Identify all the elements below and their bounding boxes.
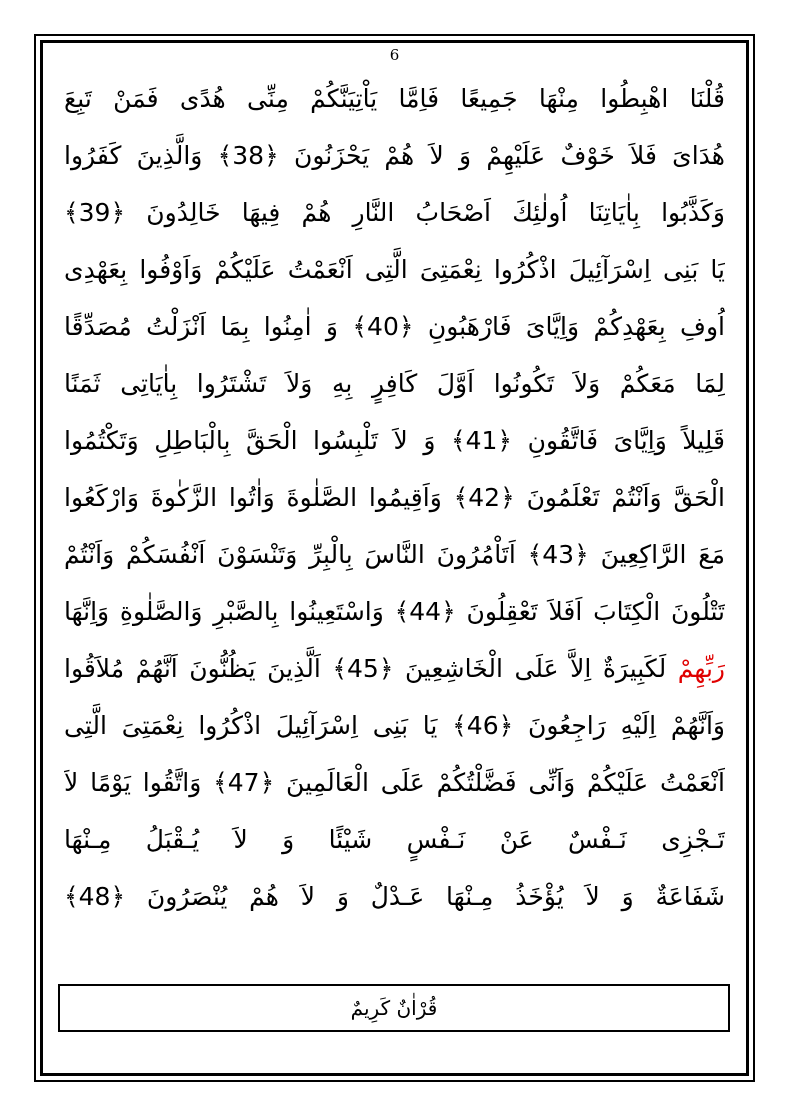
text-line-11-body: لَكَبِيرَةٌ اِلاَّ عَلَى الْخَاشِعِينَ ﴿45﴾ اَلَّذِينَ يَظُنُّونَ اَنَّهُمْ مُلاَقُوا: [64, 654, 667, 683]
footer-title: قُرْاٰنٌ كَرِيمٌ: [350, 996, 438, 1020]
highlighted-word: رَبِّهِمْ: [677, 654, 725, 683]
text-line-2: هُدَاىَ فَلاَ خَوْفٌ عَلَيْهِمْ وَ لاَ هُمْ يَحْزَنُونَ ﴿38﴾ وَالَّذِينَ كَفَرُوا: [64, 141, 725, 170]
text-line-6: لِمَا مَعَكُمْ وَلاَ تَكُونُوا اَوَّلَ كَافِرٍ بِهِ وَلاَ تَشْتَرُوا بِاٰيَاتِى ثَمَنًا: [64, 369, 725, 398]
text-line-11: [64, 640, 725, 697]
text-line-10: تَتْلُونَ الْكِتَابَ اَفَلاَ تَعْقِلُونَ ﴿44﴾ وَاسْتَعِينُوا بِالصَّبْرِ وَالصَّلٰوةِ وَاِنَّهَا: [64, 597, 725, 626]
text-line-14: تَـجْزِى نَـفْسٌ عَنْ نَـفْسٍ شَيْئًا وَ لاَ يُـقْبَلُ مِـنْهَا: [64, 825, 725, 854]
text-line-7: قَلِيلاً وَاِيَّاىَ فَاتَّقُونِ ﴿41﴾ وَ لاَ تَلْبِسُوا الْحَقَّ بِالْبَاطِلِ وَتَكْتُمُوا: [64, 426, 725, 455]
text-line-15: شَفَاعَةٌ وَ لاَ يُؤْخَذُ مِـنْهَا عَـدْلٌ وَ لاَ هُمْ يُنْصَرُونَ ﴿48﴾: [64, 882, 725, 911]
text-line-3: وَكَذَّبُوا بِاٰيَاتِنَا اُولٰئِكَ اَصْحَابُ النَّارِ هُمْ فِيهَا خَالِدُونَ ﴿39﴾: [64, 198, 725, 227]
text-line-5: اُوفِ بِعَهْدِكُمْ وَاِيَّاىَ فَارْهَبُونِ ﴿40﴾ وَ اٰمِنُوا بِمَا اَنْزَلْتُ مُصَدِّقًا: [64, 312, 725, 341]
text-line-4: يَا بَنِى اِسْرَآئِيلَ اذْكُرُوا نِعْمَتِىَ الَّتِى اَنْعَمْتُ عَلَيْكُمْ وَاَوْفُوا بِعَهْدِى: [64, 255, 725, 284]
text-line-12: وَاَنَّهُمْ اِلَيْهِ رَاجِعُونَ ﴿46﴾ يَا بَنِى اِسْرَآئِيلَ اذْكُرُوا نِعْمَتِىَ الَّتِى: [64, 711, 725, 740]
text-line-13: اَنْعَمْتُ عَلَيْكُمْ وَاَنِّى فَضَّلْتُكُمْ عَلَى الْعَالَمِينَ ﴿47﴾ وَاتَّقُوا يَوْمًا لاَ: [64, 768, 725, 797]
text-line-9: مَعَ الرَّاكِعِينَ ﴿43﴾ اَتَاْمُرُونَ النَّاسَ بِالْبِرِّ وَتَنْسَوْنَ اَنْفُسَكُمْ وَاَنْتُمْ: [64, 540, 725, 569]
text-line-1: قُلْنَا اهْبِطُوا مِنْهَا جَمِيعًا فَاِمَّا يَاْتِيَنَّكُمْ مِنِّى هُدًى فَمَنْ تَبِعَ: [64, 84, 725, 113]
page-number: 6: [389, 46, 400, 64]
text-line-8: الْحَقَّ وَاَنْتُمْ تَعْلَمُونَ ﴿42﴾ وَاَقِيمُوا الصَّلٰوةَ وَاٰتُوا الزَّكٰوةَ وَارْكَعُوا: [64, 483, 725, 512]
footer-title-box: [58, 984, 730, 1032]
quran-text-block: [64, 70, 725, 925]
